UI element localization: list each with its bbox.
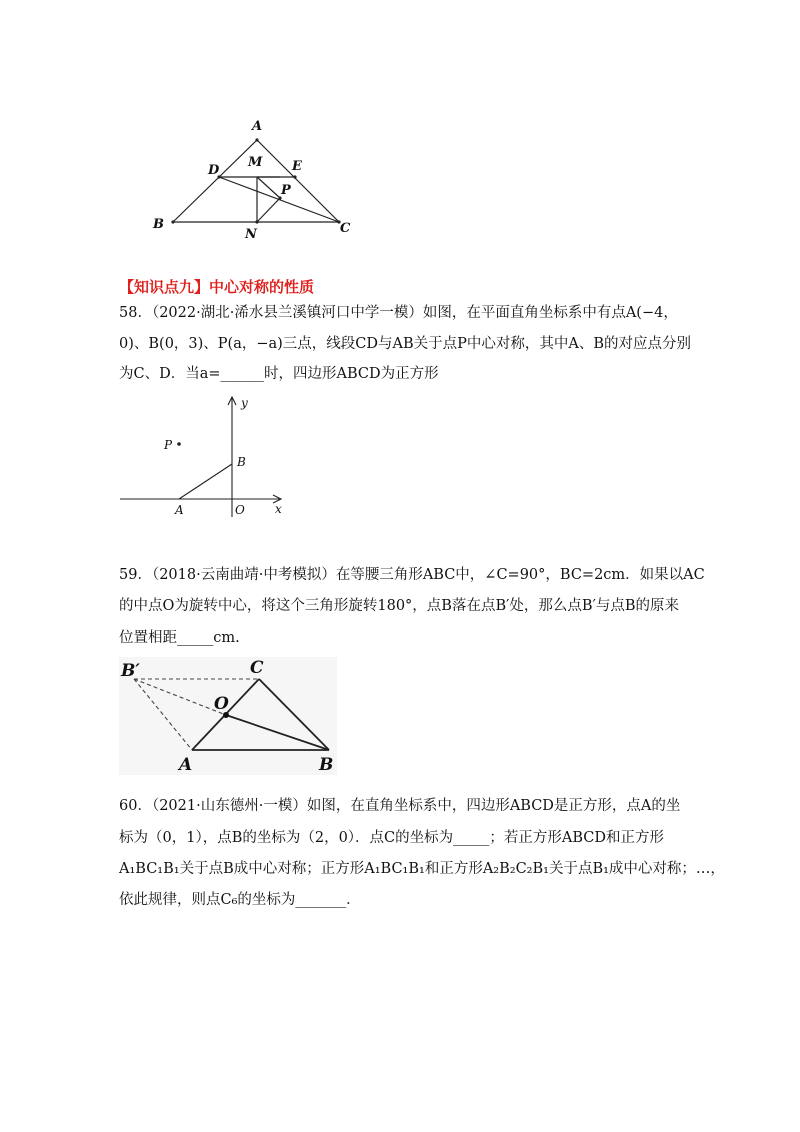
rotation-figure bbox=[119, 657, 337, 775]
segment-np bbox=[257, 198, 280, 222]
q59-line1: 59．（2018·云南曲靖·中考模拟）在等腰三角形ABC中，∠C=90°，BC=2cm．如果以AC bbox=[119, 567, 705, 583]
segment-mp bbox=[257, 177, 280, 198]
label-a: A bbox=[179, 755, 193, 775]
q59-line2: 的中点O为旋转中心，将这个三角形旋转180°，点B落在点B′处，那么点B′与点B的原来 bbox=[119, 598, 680, 614]
label-x: x bbox=[275, 502, 282, 516]
label-b-prime: B′ bbox=[121, 661, 140, 681]
label-o: O bbox=[214, 694, 229, 714]
label-o: O bbox=[235, 503, 245, 517]
q60-line2: 标为（0，1），点B的坐标为（2，0）．点C的坐标为_____；若正方形ABCD和正方形 bbox=[119, 830, 665, 846]
q58-line1: 58．（2022·湖北·浠水县兰溪镇河口中学一模）如图，在平面直角坐标系中有点A(−4， bbox=[119, 305, 678, 321]
label-a: A bbox=[252, 119, 263, 134]
label-m: M bbox=[248, 155, 263, 170]
label-c: C bbox=[340, 221, 351, 236]
label-d: D bbox=[208, 163, 220, 178]
q60-line1: 60．（2021·山东德州·一模）如图，在直角坐标系中，四边形ABCD是正方形，点A的坐 bbox=[119, 798, 681, 814]
section-heading: 【知识点九】中心对称的性质 bbox=[119, 278, 315, 296]
q60-line4: 依此规律，则点C₆的坐标为_______． bbox=[119, 892, 361, 908]
coordinate-figure bbox=[115, 392, 295, 522]
segment-ab bbox=[173, 140, 257, 222]
label-b: B bbox=[319, 755, 334, 775]
q59-line3: 位置相距_____cm. bbox=[119, 630, 240, 646]
label-p: P bbox=[164, 438, 173, 452]
segment-ab bbox=[179, 464, 232, 499]
label-n: N bbox=[245, 227, 257, 242]
q58-line2: 0)、B(0，3)、P(a，−a)三点，线段CD与AB关于点P中心对称，其中A、B的对应点分别 bbox=[119, 336, 692, 352]
label-p: P bbox=[281, 183, 291, 198]
point-p bbox=[177, 442, 181, 446]
triangle-figure bbox=[140, 112, 370, 242]
q60-line3: A₁BC₁B₁关于点B成中心对称；正方形A₁BC₁B₁和正方形A₂B₂C₂B₁关于点B₁成中心对称；…， bbox=[119, 861, 725, 877]
label-b: B bbox=[237, 455, 246, 469]
label-b: B bbox=[153, 217, 164, 232]
label-c: C bbox=[250, 658, 264, 678]
q58-line3: 为C、D．当a=______时，四边形ABCD为正方形 bbox=[119, 366, 439, 382]
label-a: A bbox=[175, 503, 184, 517]
label-y: y bbox=[241, 396, 248, 410]
label-e: E bbox=[292, 159, 302, 174]
